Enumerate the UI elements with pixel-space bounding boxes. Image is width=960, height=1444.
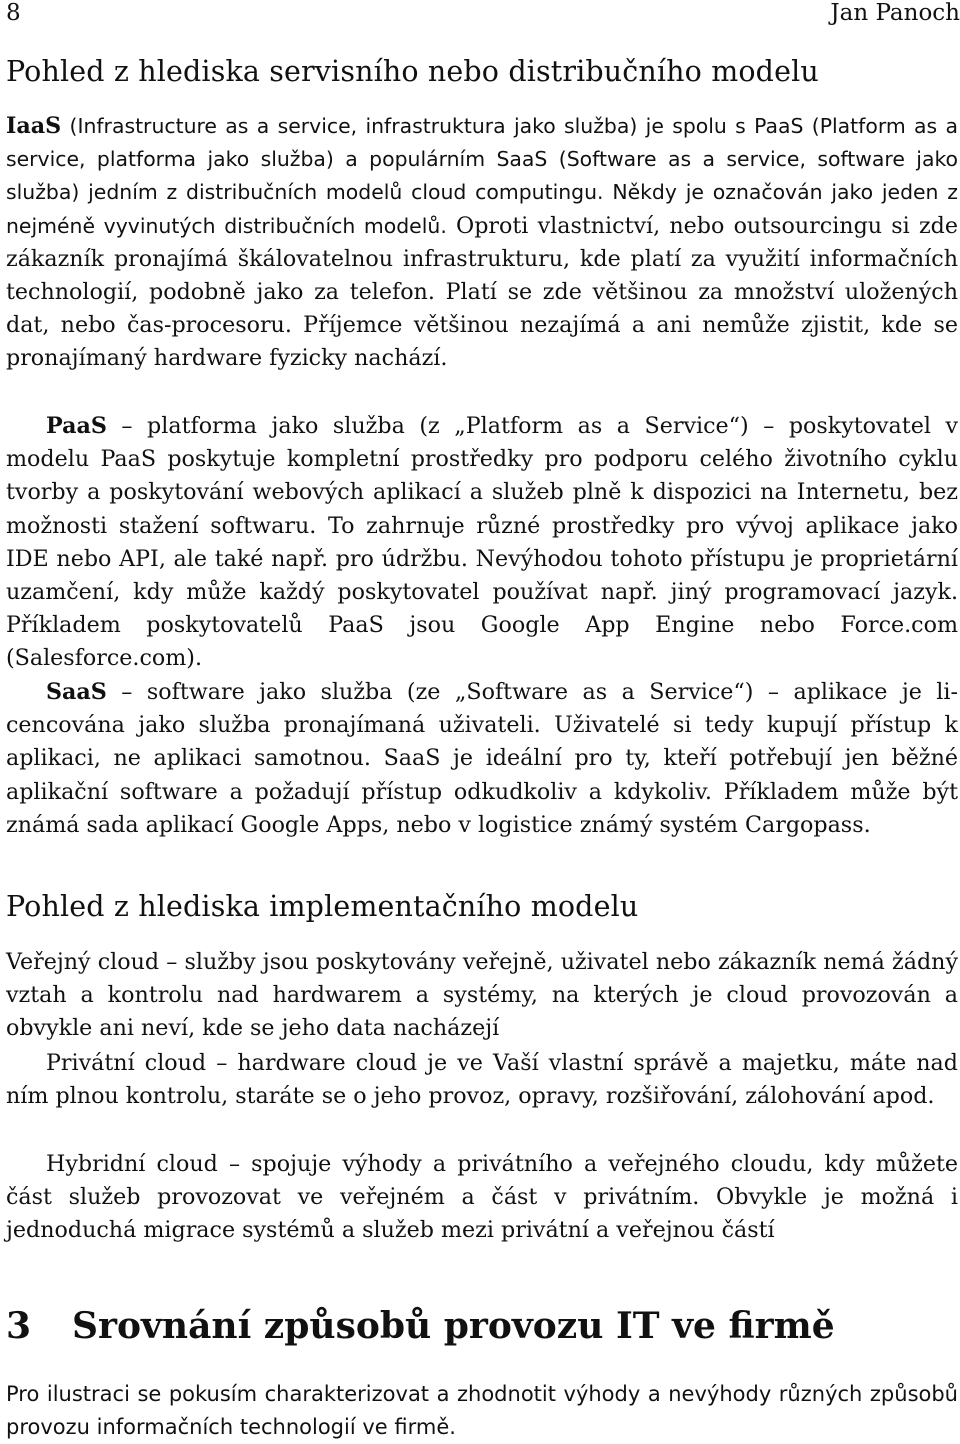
running-header [6, 0, 960, 30]
term-iaas: IaaS [6, 113, 62, 139]
iaas-text-serif: Oproti vlastnictví, nebo outsourcingu si zde zákazník pronajímá škálovatelnou infrastrukturu, kde platí za využití informačních technologií, podobně jako za telefon. Platí se zde většinou za množství uložených dat, nebo čas-procesoru. Příjemce většinou nezajímá a ani nemůže zjistit, kde se pronajímaný hardware fyzicky nachází. [6, 212, 958, 372]
running-header-author: Jan Panoch [830, 0, 960, 26]
chapter-heading [6, 1305, 958, 1347]
page-number: 8 [6, 0, 21, 26]
paragraph-hybrid-cloud: Hybridní cloud – spojuje výhody a privátního a veřejného cloudu, kdy můžete část služeb provozovat ve veřejném a část v privátním. Obvykle je možná i jednoduchá migrace systémů a služeb mezi privátní a veřejnou částí [6, 1151, 958, 1244]
chapter-title: Srovnání způsobů provozu IT ve firmě [72, 1305, 835, 1347]
paragraph-saas [6, 676, 958, 842]
paragraph-private-cloud: Privátní cloud – hardware cloud je ve Vaší vlastní správě a majetku, máte nad ním plnou kontrolu, staráte se o jeho provoz, opravy, rozšiřování, zálohování apod. [6, 1050, 958, 1110]
saas-text: – software jako služba (ze „Software as a Service“) – aplikace je licencována jako služba pronajímaná uživateli. Uživatelé si tedy kupují přístup k aplikaci, ne aplikaci samotnou. SaaS je ideální pro ty, kteří potřebují jen běžné aplikační software a požadují přístup odkudkoliv a kdykoliv. Příkladem může být známá sada aplikací Google Apps, nebo v logistice známý systém Cargopass. [6, 679, 958, 838]
paragraph-iaas [6, 110, 958, 376]
term-saas: SaaS [46, 679, 107, 705]
paragraph-chapter-intro: Pro ilustraci se pokusím charakterizovat a zhodnotit výhody a nevýhody různých způsobů provozu informačních technologií ve firmě. [6, 1382, 958, 1440]
paas-text: – platforma jako služba (z „Platform as a Service“) – poskytovatel v modelu PaaS poskytuje kompletní prostředky pro podporu celého životního cyklu tvorby a poskytování webových aplikací a služeb plně k dispozici na Internetu, bez možnosti stažení softwaru. To zahrnuje různé prostředky pro vývoj aplikace jako IDE nebo API, ale také např. pro údržbu. Nevýhodou tohoto přístupu je proprietární uzamčení, kdy může každý poskytovatel používat např. jiný programovací jazyk. Příkladem poskytovatelů PaaS jsou Google App Engine nebo Force.com (Salesforce.com). [6, 413, 958, 672]
chapter-number: 3 [6, 1305, 32, 1347]
section-title-implementation-model: Pohled z hlediska implementačního modelu [6, 890, 639, 923]
paragraph-public-cloud: Veřejný cloud – služby jsou poskytovány veřejně, uživatel nebo zákazník nemá žádný vztah a kontrolu nad hardwarem a systémy, na kterých je cloud provozován a obvykle ani neví, kde se jeho data nacházejí [6, 949, 958, 1042]
iaas-text-sans: (Infrastructure as a service, infrastruktura jako služba) je spolu s PaaS (Platform as a service, platforma jako služba) a populárním SaaS (Software as a service, software jako služba) jedním z distribučních modelů cloud computingu. Někdy je označován jako jeden z nejméně vyvinutých distribučních modelů. [6, 114, 958, 238]
paragraph-paas [6, 410, 958, 676]
section-title-service-model: Pohled z hlediska servisního nebo distribučního modelu [6, 55, 819, 88]
term-paas: PaaS [46, 413, 107, 439]
